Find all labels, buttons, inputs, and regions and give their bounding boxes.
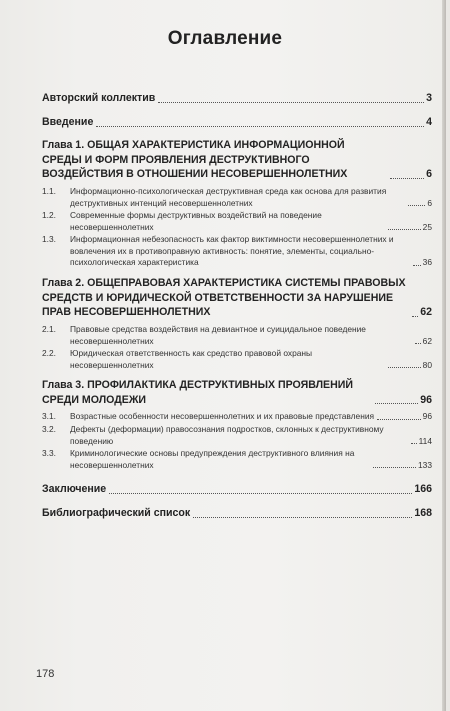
toc-entry-page: 166 <box>414 483 432 495</box>
toc-entry-section-1-1[interactable] <box>42 186 432 209</box>
section-number: 1.2. <box>42 210 56 220</box>
section-number: 1.1. <box>42 186 56 196</box>
toc-entry-page: 114 <box>418 435 432 446</box>
toc-entry-authors[interactable] <box>42 91 432 106</box>
toc-entry-page: 80 <box>422 359 432 370</box>
toc-entry-introduction[interactable] <box>42 115 432 130</box>
dot-leader <box>375 403 418 404</box>
toc-entry-page: 96 <box>420 393 432 406</box>
toc-entry-section-3-3[interactable] <box>42 448 432 471</box>
dot-leader <box>388 229 421 230</box>
section-number: 2.2. <box>42 348 56 358</box>
toc-entry-page: 168 <box>414 507 432 519</box>
toc-entry-page: 133 <box>418 459 432 470</box>
toc-entry-page: 4 <box>426 116 432 128</box>
toc-entry-title: Библиографический список <box>42 507 191 519</box>
toc-entry-title: Возрастные особенности несовершеннолетних и их правовые представления <box>70 411 375 421</box>
section-number: 3.2. <box>42 424 56 434</box>
toc-entry-chapter-2[interactable] <box>42 276 432 320</box>
section-number: 3.1. <box>42 411 56 421</box>
toc-entry-title: Криминологические основы предупреждения деструктивного влияния на несовершеннолетних <box>70 448 355 470</box>
dot-leader <box>373 467 416 468</box>
toc-entry-title: Информационно-психологическая деструктивная среда как основа для развития деструктивных интенций несовершеннолетних <box>70 186 387 208</box>
toc-entry-page: 6 <box>427 197 432 208</box>
dot-leader <box>158 102 424 103</box>
dot-leader <box>388 367 421 368</box>
toc-entry-page: 62 <box>422 335 432 346</box>
dot-leader <box>96 126 424 127</box>
section-number: 2.1. <box>42 324 56 334</box>
section-number: 3.3. <box>42 448 56 458</box>
toc-entry-bibliography[interactable] <box>42 506 432 521</box>
toc-entry-page: 96 <box>422 411 432 421</box>
toc-entry-title: Юридическая ответственность как средство правовой охраны несовершеннолетних <box>70 348 313 370</box>
dot-leader <box>412 316 418 317</box>
toc-entry-section-3-2[interactable] <box>42 424 432 447</box>
toc-entry-title: Глава 1. ОБЩАЯ ХАРАКТЕРИСТИКА ИНФОРМАЦИОННОЙ СРЕДЫ И ФОРМ ПРОЯВЛЕНИЯ ДЕСТРУКТИВНОГО ВОЗДЕЙСТВИЯ В ОТНОШЕНИИ НЕСОВЕРШЕННОЛЕТНИХ <box>42 139 348 180</box>
toc-entry-chapter-3[interactable] <box>42 378 432 407</box>
toc-entry-title: Введение <box>42 116 94 128</box>
page-title: Оглавление <box>167 28 283 49</box>
toc-entry-section-2-1[interactable] <box>42 324 432 347</box>
toc-entry-page: 6 <box>426 168 432 180</box>
toc-entry-title: Современные формы деструктивных воздействий на поведение несовершеннолетних <box>70 210 322 232</box>
toc-entry-section-3-1[interactable] <box>42 411 432 423</box>
dot-leader <box>377 419 421 420</box>
toc-entry-title: Авторский коллектив <box>42 92 156 104</box>
toc-entry-section-2-2[interactable] <box>42 348 432 371</box>
toc-entry-page: 36 <box>422 257 432 267</box>
toc-entry-page: 25 <box>422 221 432 232</box>
toc-entry-section-1-2[interactable] <box>42 210 432 233</box>
toc-entry-title: Заключение <box>42 483 107 495</box>
toc-entry-title: Правовые средства воздействия на девиантное и суицидальное поведение несовершеннолетних <box>70 324 366 346</box>
toc-entry-section-1-3[interactable] <box>42 234 432 269</box>
dot-leader <box>415 343 421 344</box>
dot-leader <box>408 205 425 206</box>
toc-entry-title: Дефекты (деформации) правосознания подростков, склонных к деструктивному поведению <box>70 424 384 446</box>
dot-leader <box>413 265 421 266</box>
toc-entry-title: Глава 3. ПРОФИЛАКТИКА ДЕСТРУКТИВНЫХ ПРОЯВЛЕНИЙ СРЕДИ МОЛОДЕЖИ <box>42 379 353 406</box>
toc-entry-chapter-1[interactable] <box>42 138 432 182</box>
section-number: 1.3. <box>42 234 56 244</box>
dot-leader <box>390 178 424 179</box>
toc-entry-conclusion[interactable] <box>42 482 432 497</box>
dot-leader <box>193 517 412 518</box>
page-edge <box>442 0 446 711</box>
toc-entry-title: Информационная небезопасность как фактор виктимности несовершеннолетних и вовлечения их в противоправную активность: понятие, элементы, социально-психологическая характеристика <box>70 234 394 267</box>
toc-entry-title: Глава 2. ОБЩЕПРАВОВАЯ ХАРАКТЕРИСТИКА СИСТЕМЫ ПРАВОВЫХ СРЕДСТВ И ЮРИДИЧЕСКОЙ ОТВЕТСТВЕННОСТИ ЗА НАРУШЕНИЕ ПРАВ НЕСОВЕРШЕННОЛЕТНИХ <box>42 277 406 318</box>
dot-leader <box>411 443 417 444</box>
toc-entry-page: 3 <box>426 92 432 104</box>
dot-leader <box>109 493 412 494</box>
toc-entry-page: 62 <box>420 306 432 318</box>
page-number: 178 <box>36 668 55 680</box>
